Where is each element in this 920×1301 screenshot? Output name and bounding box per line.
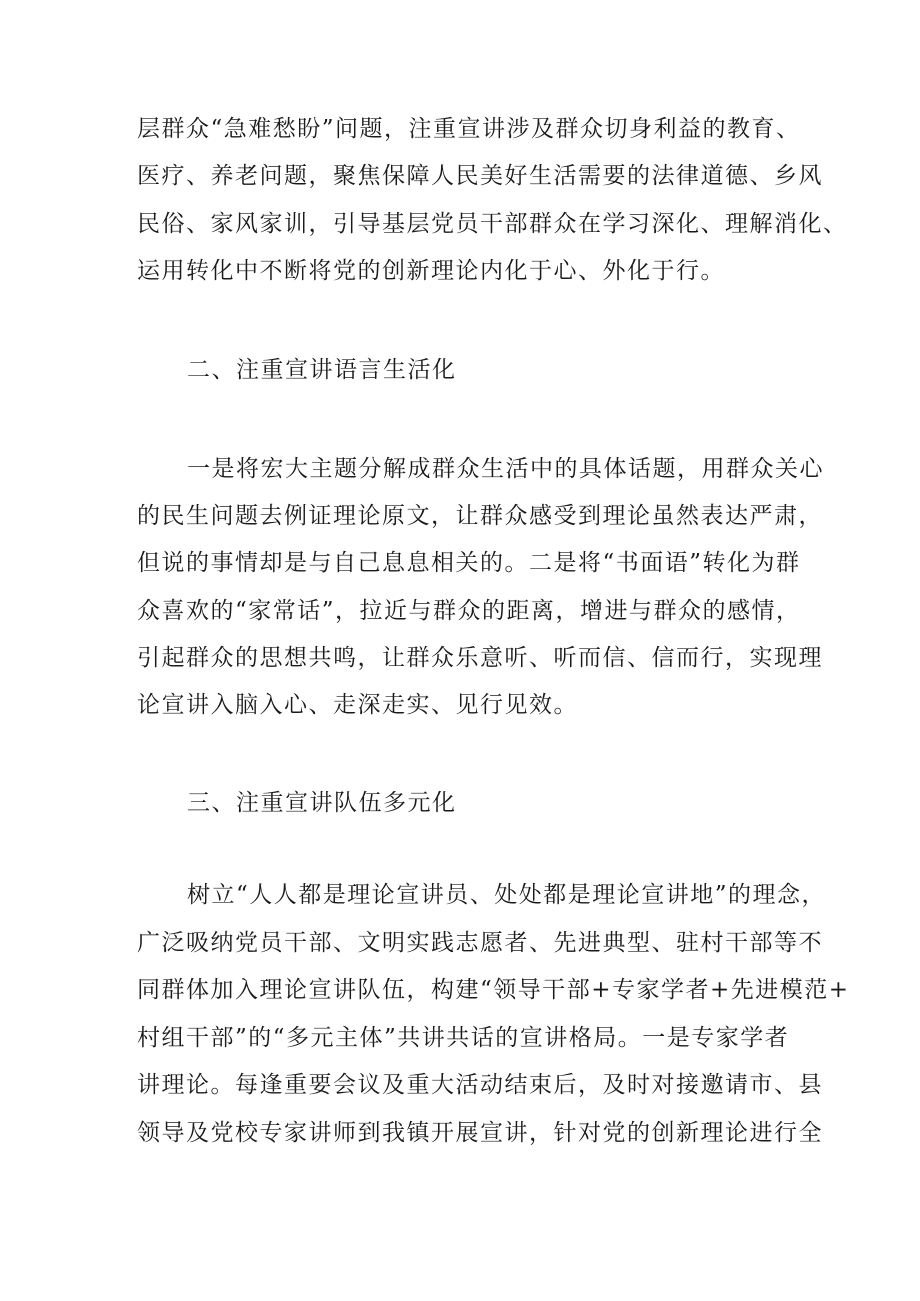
body-text-line: 众喜欢的“家常话”，拉近与群众的距离，增进与群众的感情， <box>137 598 801 624</box>
body-text-line: 运用转化中不断将党的创新理论内化于心、外化于行。 <box>137 258 725 284</box>
body-text-line: 讲理论。每逢重要会议及重大活动结束后，及时对接邀请市、县 <box>137 1072 823 1098</box>
body-text-line: 论宣讲入脑入心、走深走实、见行见效。 <box>137 692 578 718</box>
body-text-line: 一是将宏大主题分解成群众生活中的具体话题，用群众关心 <box>187 456 824 482</box>
body-text-line: 但说的事情却是与自己息息相关的。二是将“书面语”转化为群 <box>137 550 801 576</box>
body-text-line: 民俗、家风家训，引导基层党员干部群众在学习深化、理解消化、 <box>137 211 848 237</box>
body-text-line: 层群众“急难愁盼”问题，注重宣讲涉及群众切身利益的教育、 <box>137 116 801 142</box>
section-heading: 三、注重宣讲队伍多元化 <box>187 790 457 816</box>
body-text-line: 领导及党校专家讲师到我镇开展宣讲，针对党的创新理论进行全 <box>137 1120 823 1146</box>
body-text-line: 广泛吸纳党员干部、文明实践志愿者、先进典型、驻村干部等不 <box>137 930 823 956</box>
body-text-line: 医疗、养老问题，聚焦保障人民美好生活需要的法律道德、乡风 <box>137 163 823 189</box>
body-text-line: 树立“人人都是理论宣讲员、处处都是理论宣讲地”的理念， <box>187 882 827 908</box>
body-text-line: 村组干部”的“多元主体”共讲共话的宣讲格局。一是专家学者 <box>137 1025 790 1051</box>
body-text-line: 引起群众的思想共鸣，让群众乐意听、听而信、信而行，实现理 <box>137 645 823 671</box>
body-text-line: 的民生问题去例证理论原文，让群众感受到理论虽然表达严肃， <box>137 503 823 529</box>
body-text-line: 同群体加入理论宣讲队伍，构建“领导干部+专家学者+先进模范+ <box>137 977 850 1003</box>
section-heading: 二、注重宣讲语言生活化 <box>187 357 457 383</box>
